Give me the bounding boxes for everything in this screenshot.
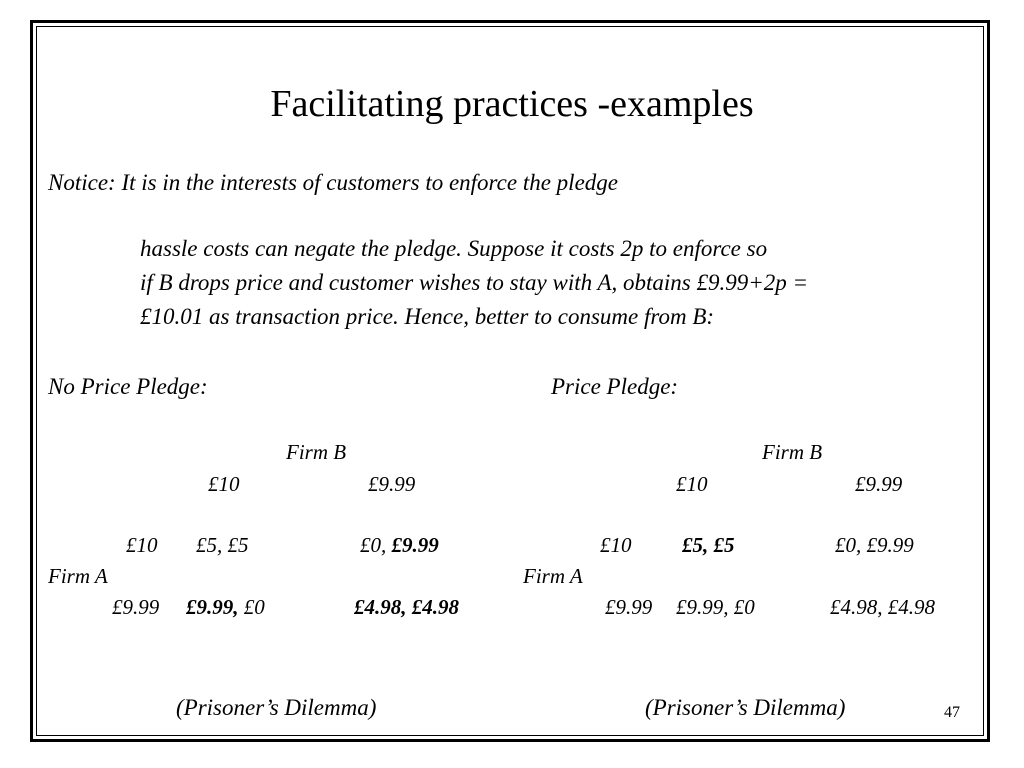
slide-number: 47 [944,704,960,721]
right-cell-1-1: £5, £5 [682,533,735,557]
left-matrix-caption: (Prisoner’s Dilemma) [176,695,377,720]
right-col-label-2: £9.99 [855,472,903,496]
left-col-label-1: £10 [208,472,240,496]
right-matrix-heading: Price Pledge: [551,374,679,399]
left-cell-2-1-a: £9.99, [186,595,239,619]
body-line-3: £10.01 as transaction price. Hence, better to consume from B: [140,304,715,329]
left-cell-1-1: £5, £5 [196,533,249,557]
right-row-player: Firm A [523,564,583,588]
left-row-player: Firm A [48,564,108,588]
right-matrix-caption: (Prisoner’s Dilemma) [645,695,846,720]
left-row-label-1: £10 [126,533,158,557]
right-cell-1-2: £0, £9.99 [835,533,914,557]
notice-text: Notice: It is in the interests of customers to enforce the pledge [48,170,618,195]
right-row-label-1: £10 [600,533,632,557]
right-cell-2-2: £4.98, £4.98 [830,595,935,619]
left-row-label-2: £9.99 [112,595,160,619]
left-cell-2-2: £4.98, £4.98 [354,595,459,619]
left-cell-1-2 [360,533,439,558]
right-row-label-2: £9.99 [605,595,653,619]
left-cell-2-1 [186,595,265,620]
left-col-label-2: £9.99 [368,472,416,496]
body-line-1: hassle costs can negate the pledge. Suppose it costs 2p to enforce so [140,236,768,261]
left-cell-1-2-b: £9.99 [391,533,439,557]
right-cell-2-1: £9.99, £0 [676,595,755,619]
left-matrix-heading: No Price Pledge: [48,374,208,399]
left-cell-1-2-a: £0, [360,533,392,557]
right-col-player: Firm B [762,440,823,464]
slide-title: Facilitating practices -examples [270,83,754,125]
left-cell-2-1-b: £0 [238,595,265,619]
left-col-player: Firm B [286,440,347,464]
body-line-2: if B drops price and customer wishes to stay with A, obtains £9.99+2p = [140,270,809,295]
right-col-label-1: £10 [676,472,708,496]
